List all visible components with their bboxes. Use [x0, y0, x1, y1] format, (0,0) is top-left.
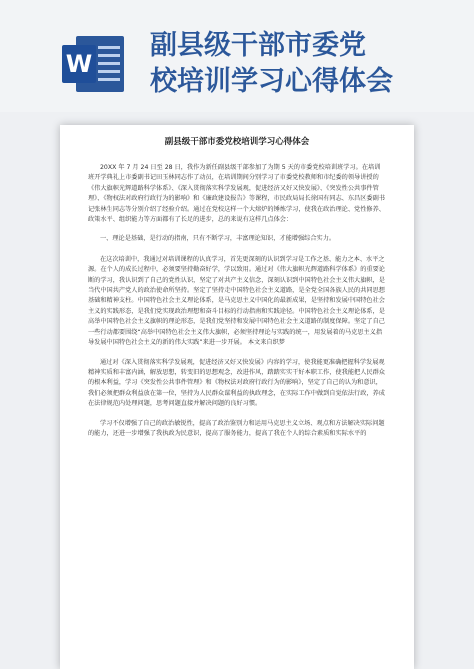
paragraph-intro: 20XX 年 7 月 24 日至 28 日，我作为新任副县级干部参加了为期 5 天的市委党校培训班学习。在培训班开学典礼上市委副书记田玉林同志作了动员，在培训期间分别学习了市委党校教师和市纪委的领导讲授的《伟大旗帜光辉道路科学体系》、《深入贯彻落实科学发展观，促进经济又好又快发展》、《突发性公共事件管理》、《物权法对政府行政行为的影响》和《廉政建设报告》等课程，市民政局局长徐国有同志、东昌区委副书记张林生同志等分别介绍了经验介绍。通过在党校这样一个大熔炉的锤炼学习，使我在政治理论、党性修养、政策水平、组织能力等方面都有了长足的进步，总的来说有这样几点体会：: [88, 164, 385, 224]
word-document-icon: [62, 36, 126, 92]
document-banner: [0, 0, 474, 112]
paragraph-theory: 在这次培训中，我通过对培训课程的认真学习，首先更深刻的认识到学习是工作之基、能力之本、水平之源。在个人的成长过程中，必须要坚持勤奋好学，学以致用。通过对《伟大旗帜光辉道路科学体系》的重要论断的学习，我认识到了自己的党性认识，坚定了对共产主义信念，深刻认识到中国特色社会主义伟大旗帜，是当代中国共产党人的政治使命所坚持。坚定了坚持走中国特色社会主义道路，是全党全国各族人民的共同思想基础和精神支柱。中国特色社会主义理论体系，是马克思主义中国化的最新成果，是坚持和发展中国特色社会主义的实践形态，是我们党实现政治理想和奋斗目标的行动指南和实践途径。中国特色社会主义理论体系，是高举中国特色社会主义旗帜的理论形态，是我们党坚持和发展中国特色社会主义道路的制度保障。坚定了自己一些行动都要围绕“高举中国特色社会主义伟大旗帜，必须坚持理论与实践的统一，用发展着的马克思主义指导发展中国特色社会主义的新的伟大实践”来进一步开展。 本文来自织梦: [88, 255, 385, 347]
banner-title-line-1: 副县级干部市委党: [150, 30, 366, 61]
paragraph-heading-1: 一、理论是基础，是行动的指南，只有不断学习，丰富理论知识，才能增强综合实力。: [100, 235, 336, 243]
word-icon-badge: W: [62, 45, 96, 83]
banner-title: [150, 28, 470, 100]
banner-title-line-2: 校培训学习心得体会: [150, 66, 393, 97]
paragraph-conclusion: 学习不仅增强了自己的政治敏锐性，提高了政治鉴别力和运用马克思主义立场、观点和方法解决实际问题的能力，还进一步增强了我执政为民意识，提高了服务能力，提高了我在个人的综合素质和实际水平的: [88, 419, 385, 437]
document-page: [60, 125, 414, 669]
paragraph-development: 通过对《深入贯彻落实科学发展观，促进经济又好又快发展》内容的学习，使我能更准确把握科学发展观精神实质和丰富内涵，解放思想，转变旧的思想观念，改进作风，踏踏实实干好本职工作，使我能把人民群众的根本利益，学习《突发性公共事件管理》和《物权法对政府行政行为的影响》，坚定了自己的认为和意识，我们必须把群众利益放在第一位，坚持为人民群众谋利益的执政理念，在实际工作中做到自觉依法行政，养成在法律规范内处理问题，思考问题直接并解决问题的良好习惯。: [88, 358, 385, 408]
document-body: [88, 163, 386, 448]
word-icon-lines: [98, 46, 120, 86]
document-title: 副县级干部市委党校培训学习心得体会: [164, 137, 310, 147]
